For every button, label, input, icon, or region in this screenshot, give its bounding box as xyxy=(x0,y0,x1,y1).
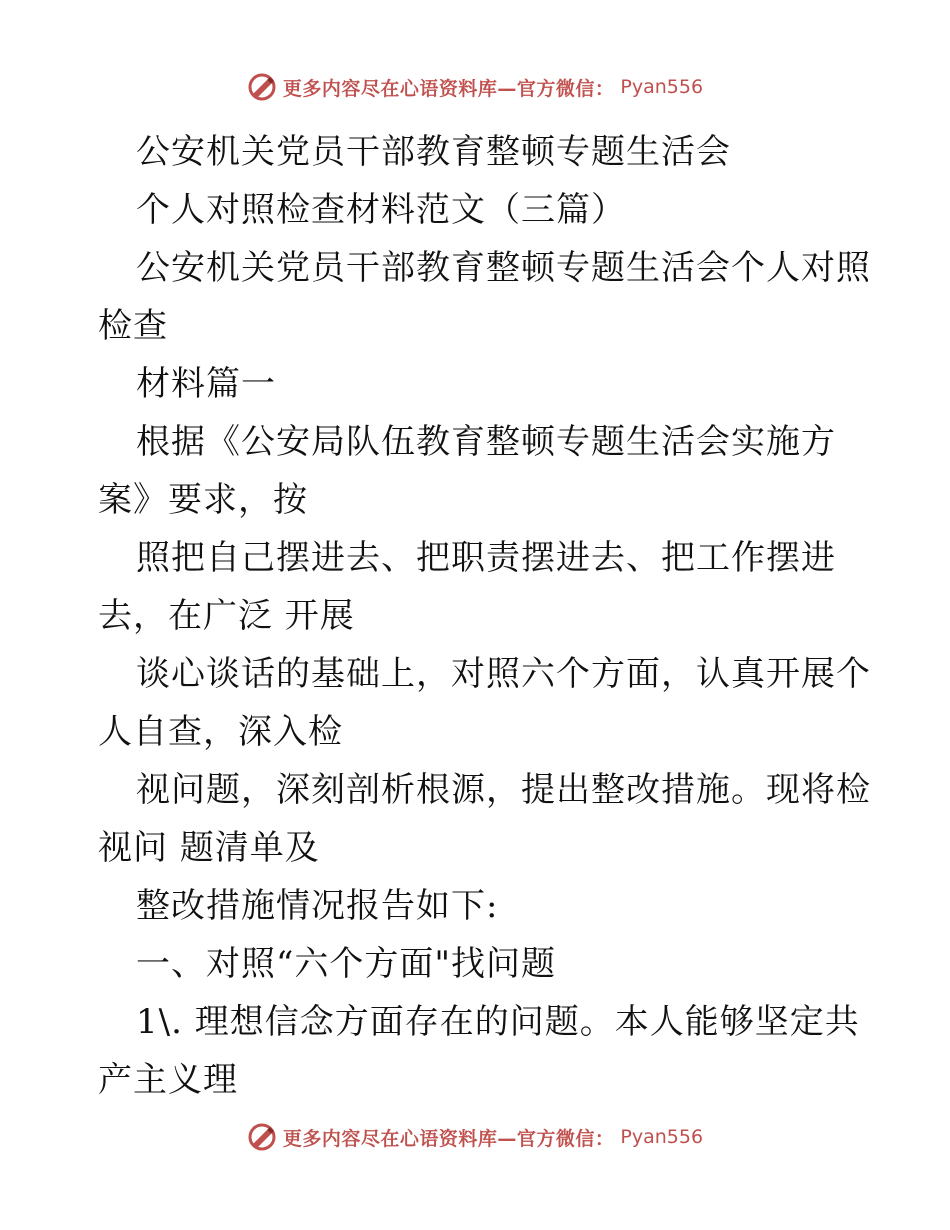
text-line: 谈心谈话的基础上，对照六个方面，认真开展个 xyxy=(136,654,871,694)
text-line: 去，在广泛 开展 xyxy=(98,596,355,636)
footer-banner xyxy=(0,1122,950,1152)
text-line: 1\. 理想信念方面存在的问题。本人能够坚定共 xyxy=(136,1002,860,1042)
document-body xyxy=(98,123,871,1109)
banner-text: 更多内容尽在心语资料库—官方微信： xyxy=(282,77,615,100)
text-line: 整改措施情况报告如下: xyxy=(136,886,499,926)
text-line: 照把自己摆进去、把职责摆进去、把工作摆进 xyxy=(136,538,836,578)
banner-wechat-id: Pyan556 xyxy=(620,1126,704,1148)
pen-logo-icon xyxy=(247,1122,277,1152)
banner-text: 更多内容尽在心语资料库—官方微信： xyxy=(282,1127,615,1150)
banner-wechat-id: Pyan556 xyxy=(620,76,704,98)
text-line: 案》要求，按 xyxy=(98,480,308,520)
text-line: 材料篇一 xyxy=(136,364,276,404)
text-line: 视问 题清单及 xyxy=(98,828,320,868)
text-line: 人自查，深入检 xyxy=(98,712,343,752)
text-line: 根据《公安局队伍教育整顿专题生活会实施方 xyxy=(136,422,836,462)
text-line: 公安机关党员干部教育整顿专题生活会个人对照 xyxy=(136,248,871,288)
banner-inner xyxy=(247,1122,703,1152)
text-line: 公安机关党员干部教育整顿专题生活会 xyxy=(136,132,731,172)
pen-logo-icon xyxy=(247,72,277,102)
text-line: 个人对照检查材料范文（三篇） xyxy=(136,190,626,230)
text-line: 产主义理 xyxy=(98,1060,238,1100)
text-line: 一、对照“六个方面"找问题 xyxy=(136,944,557,984)
text-line: 视问题，深刻剖析根源，提出整改措施。现将检 xyxy=(136,770,871,810)
text-line: 检查 xyxy=(98,306,168,346)
banner-inner xyxy=(247,72,703,102)
header-banner xyxy=(0,72,950,102)
